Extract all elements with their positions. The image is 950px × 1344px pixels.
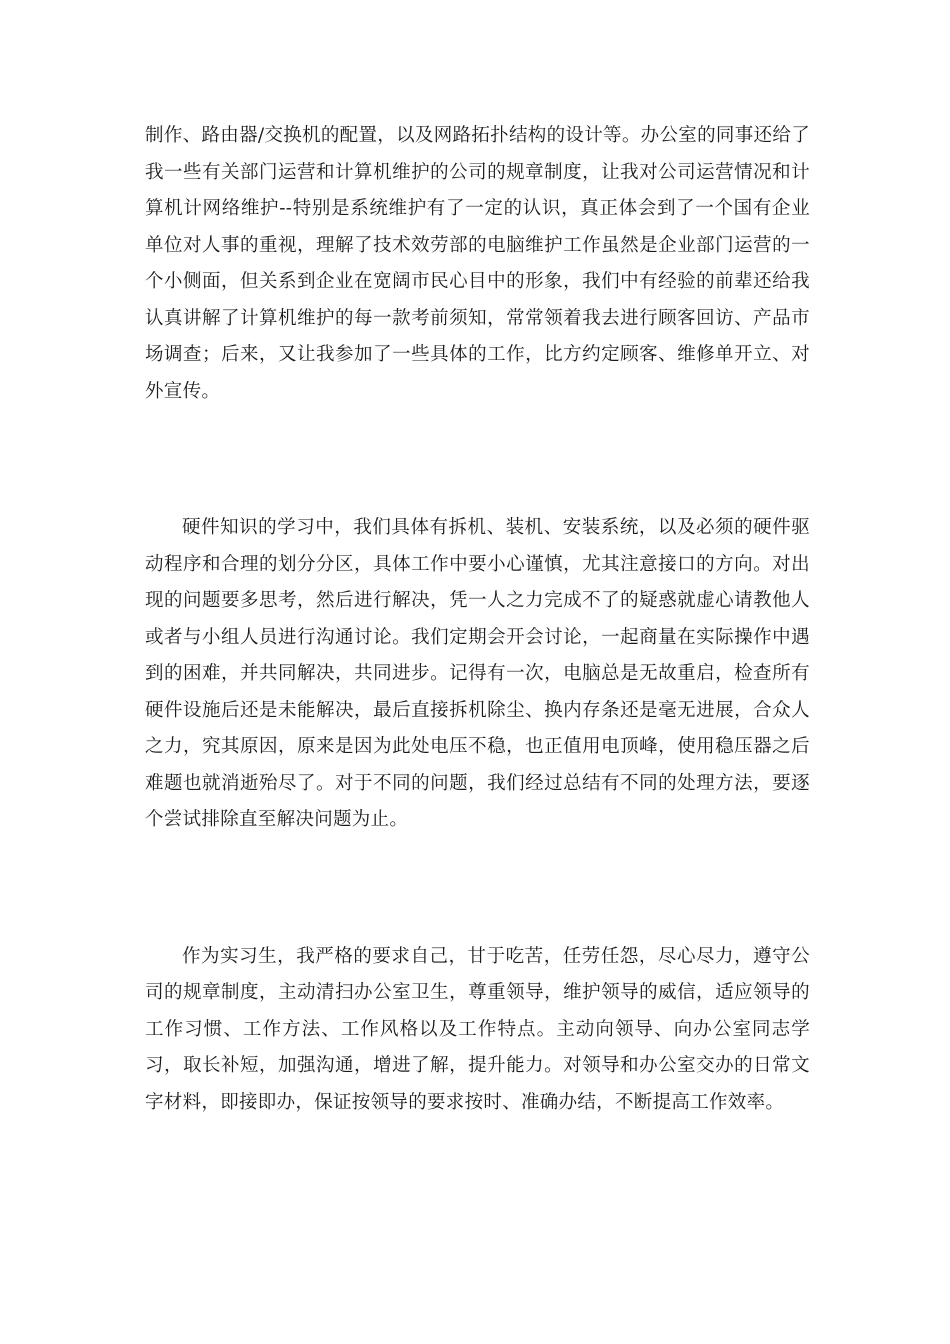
paragraph-continuation: 制作、路由器/交换机的配置，以及网路拓扑结构的设计等。办公室的同事还给了我一些有关部门运营和计算机维护的公司的规章制度，让我对公司运营情况和计算机计网络维护--特别是系统维护有了一定的认识，真正体会到了一个国有企业单位对人事的重视，理解了技术效劳部的电脑维护工作虽然是企业部门运营的一个小侧面，但关系到企业在宽阔市民心目中的形象，我们中有经验的前辈还给我认真讲解了计算机维护的每一款考前须知，常常领着我去进行顾客回访、产品市场调查；后来，又让我参加了一些具体的工作，比方约定顾客、维修单开立、对外宣传。 <box>145 125 810 402</box>
paragraph-intern-conduct: 作为实习生，我严格的要求自己，甘于吃苦，任劳任怨，尽心尽力，遵守公司的规章制度，主动清扫办公室卫生，尊重领导，维护领导的威信，适应领导的工作习惯、工作方法、工作风格以及工作特点。主动向领导、向办公室同志学习，取长补短，加强沟通，增进了解，提升能力。对领导和办公室交办的日常文字材料，即接即办，保证按领导的要求按时、准确办结，不断提高工作效率。 <box>145 945 810 1113</box>
document-body <box>145 118 810 1121</box>
paragraph-hardware-learning: 硬件知识的学习中，我们具体有拆机、装机、安装系统，以及必须的硬件驱动程序和合理的划分分区，具体工作中要小心谨慎，尤其注意接口的方向。对出现的问题要多思考，然后进行解决，凭一人之力完成不了的疑惑就虚心请教他人或者与小组人员进行沟通讨论。我们定期会开会讨论，一起商量在实际操作中遇到的困难，并共同解决，共同进步。记得有一次，电脑总是无故重启，检查所有硬件设施后还是未能解决，最后直接拆机除尘、换内存条还是毫无进展，合众人之力，究其原因，原来是因为此处电压不稳，也正值用电顶峰，使用稳压器之后难题也就消逝殆尽了。对于不同的问题，我们经过总结有不同的处理方法，要逐个尝试排除直至解决问题为止。 <box>145 517 810 830</box>
